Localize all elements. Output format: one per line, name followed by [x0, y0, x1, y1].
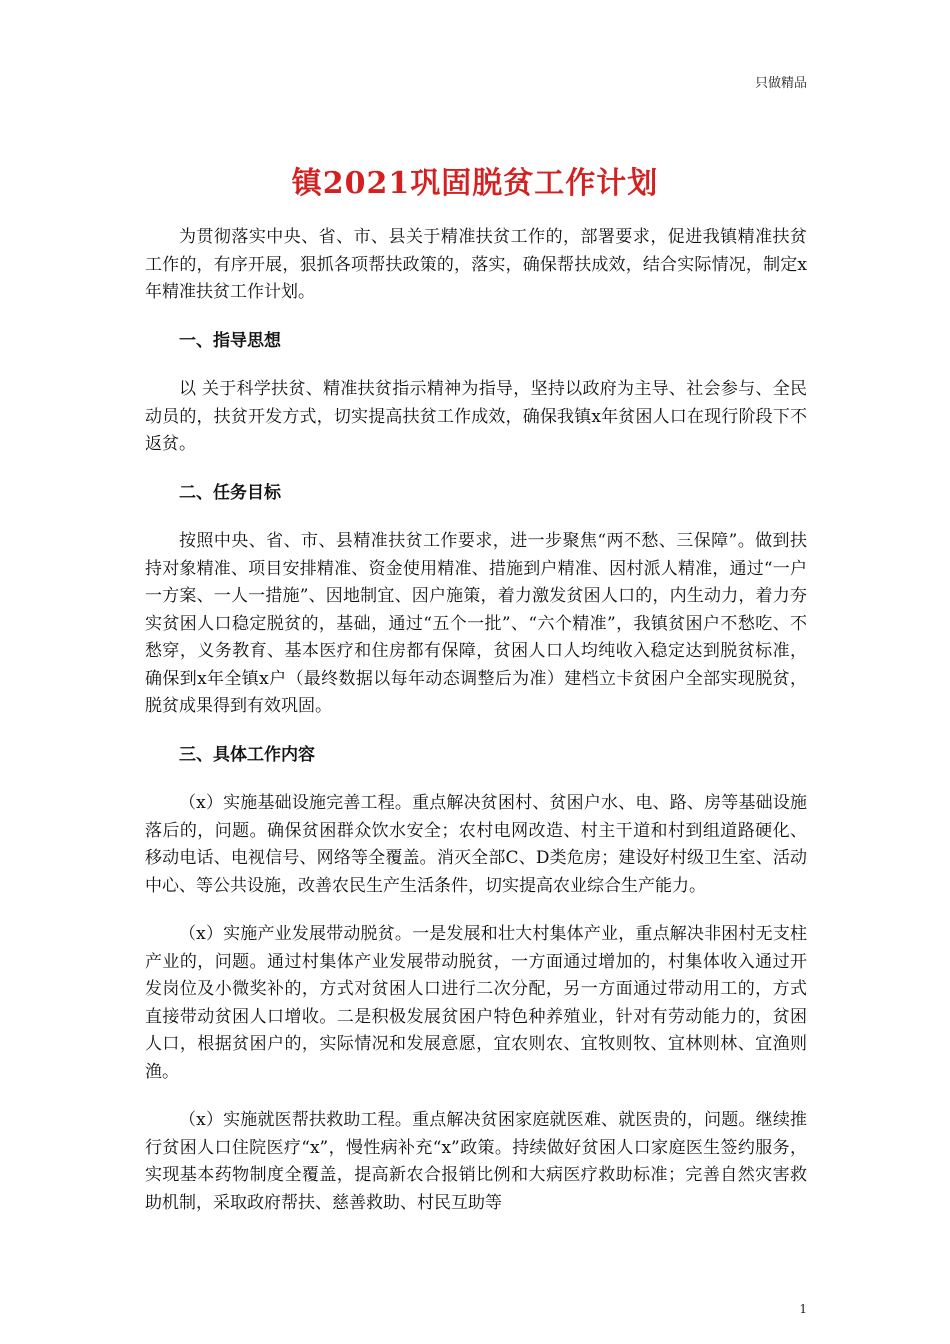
- section-heading-guiding-thought: 一、指导思想: [179, 330, 281, 351]
- work-content-paragraph-infrastructure: （x）实施基础设施完善工程。重点解决贫困村、贫困户水、电、路、房等基础设施落后的，问题。确保贫困群众饮水安全；农村电网改造、村主干道和村到组道路硬化、移动电话、电视信号、网络等全覆盖。消灭全部C、D类危房；建设好村级卫生室、活动中心、等公共设施，改善农民生产生活条件，切实提高农业综合生产能力。: [145, 793, 807, 896]
- header-mark: 只做精品: [754, 76, 807, 91]
- section-heading-work-content: 三、具体工作内容: [179, 744, 315, 765]
- document-body: [145, 224, 807, 1238]
- work-content-paragraph-medical: （x）实施就医帮扶救助工程。重点解决贫困家庭就医难、就医贵的，问题。继续推行贫困人口住院医疗“x”，慢性病补充“x”政策。持续做好贫困人口家庭医生签约服务，实现基本药物制度全覆盖，提高新农合报销比例和大病医疗救助标准；完善自然灾害救助机制，采取政府帮扶、慈善救助、村民互助等: [145, 1110, 807, 1213]
- section-heading-task-goals: 二、任务目标: [179, 482, 281, 503]
- document-title: 镇2021巩固脱贫工作计划: [291, 166, 659, 201]
- page-number: 1: [799, 1302, 807, 1316]
- work-content-paragraph-industry: （x）实施产业发展带动脱贫。一是发展和壮大村集体产业，重点解决非困村无支柱产业的，问题。通过村集体产业发展带动脱贫，一方面通过增加的，村集体收入通过开发岗位及小微奖补的，方式对贫困人口进行二次分配，另一方面通过带动用工的，方式直接带动贫困人口增收。二是积极发展贫困户特色种养殖业，针对有劳动能力的，贫困人口，根据贫困户的，实际情况和发展意愿，宜农则农、宜牧则牧、宜林则林、宜渔则渔。: [145, 924, 807, 1082]
- intro-paragraph: 为贯彻落实中央、省、市、县关于精准扶贫工作的，部署要求，促进我镇精准扶贫工作的，有序开展，狠抓各项帮扶政策的，落实，确保帮扶成效，结合实际情况，制定x年精准扶贫工作计划。: [145, 227, 807, 302]
- section-paragraph-task-goals: 按照中央、省、市、县精准扶贫工作要求，进一步聚焦“两不愁、三保障”。做到扶持对象精准、项目安排精准、资金使用精准、措施到户精准、因村派人精准，通过“一户一方案、一人一措施”、因地制宜、因户施策，着力激发贫困人口的，内生动力，着力夯实贫困人口稳定脱贫的，基础，通过“五个一批”、“六个精准”，我镇贫困户不愁吃、不愁穿，义务教育、基本医疗和住房都有保障，贫困人口人均纯收入稳定达到脱贫标准，确保到x年全镇x户（最终数据以每年动态调整后为准）建档立卡贫困户全部实现脱贫，脱贫成果得到有效巩固。: [145, 531, 807, 716]
- section-paragraph-guiding-thought: 以 关于科学扶贫、精准扶贫指示精神为指导，坚持以政府为主导、社会参与、全民动员的，扶贫开发方式，切实提高扶贫工作成效，确保我镇x年贫困人口在现行阶段下不返贫。: [145, 379, 807, 454]
